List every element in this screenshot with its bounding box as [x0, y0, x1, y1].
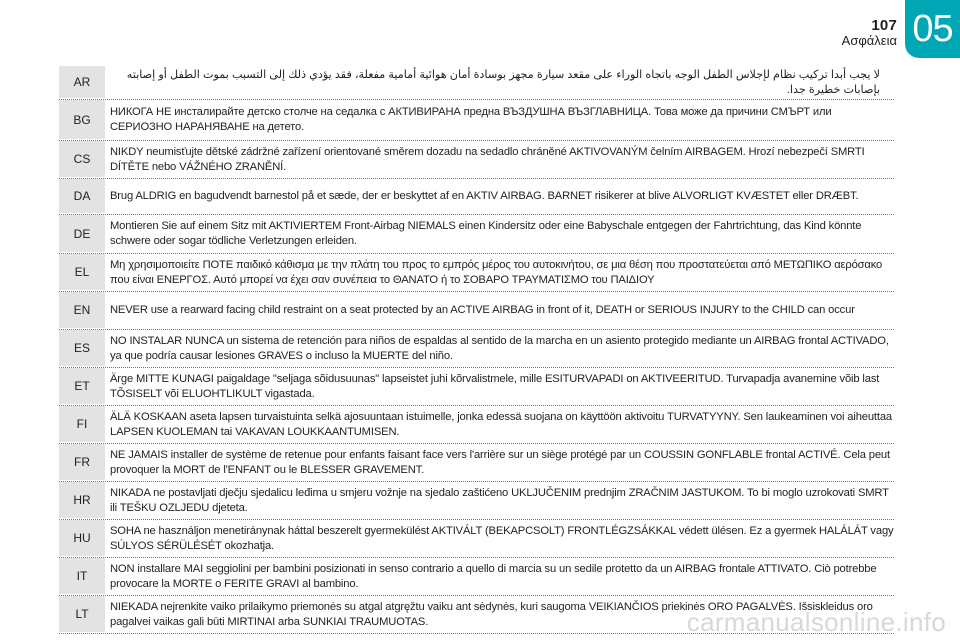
section-title: Ασφάλεια: [841, 33, 897, 48]
warning-text: SOHA ne használjon menetiránynak háttal beszerelt gyermekülést AKTIVÁLT (BEKAPCSOLT) FRONTLÉGZSÁKKAL védett ülésen. Ez a gyermek HALÁLÁT vagy SÚLYOS SÉRÜLÉSÉT okozhatja.: [110, 524, 894, 552]
warning-row: [59, 141, 894, 179]
warning-text: NIKADA ne postavljati dječju sjedalicu leđima u smjeru vožnje na sjedalo zaštićeno UKLJUČENIM prednjim ZRAČNIM JASTUKOM. To bi moglo uzrokovati SMRT ili TEŠKU OZLJEDU djeteta.: [110, 486, 889, 514]
warning-text: Μη χρησιμοποιείτε ΠΟΤΕ παιδικό κάθισμα με την πλάτη του προς το εμπρός μέρος του αυτοκινήτου, σε μια θέση που προστατεύεται από ΜΕΤΩΠΙΚΟ αερόσακο που είναι ΕΝΕΡΓΟΣ. Αυτό μπορεί να έχει σαν συνέπεια το ΘΑΝΑΤΟ ή το ΣΟΒΑΡΟ ΤΡΑΥΜΑΤΙΣΜΟ του ΠΑΙΔΙΟΥ: [110, 258, 883, 286]
language-code: AR: [59, 66, 105, 99]
warning-row: [59, 406, 894, 444]
warning-text: NON installare MAI seggiolini per bambini posizionati in senso contrario a quello di marcia su un sedile protetto da un AIRBAG frontale ATTIVATO. Ciò potrebbe provocare la MORTE o FERITE GRAVI al bambino.: [110, 562, 877, 590]
warning-text: NIEKADA nejrenkite vaiko prilaikymo priemonės su atgal atgręžtu vaiku ant sėdynės, kuri saugoma VEIKIANČIOS priekinės ORO PAGALVĖS. Išsiskleidus oro pagalvei vaikas gali būti MIRTINAI arba SUNKIAI TRAUMUOTAS.: [110, 600, 873, 628]
warning-row: [59, 368, 894, 406]
language-code: FR: [59, 444, 105, 481]
watermark: carmanualsonline.info: [686, 607, 946, 637]
warning-text: НИКОГА НЕ инсталирайте детско столче на седалка с АКТИВИРАНА предна ВЪЗДУШНА ВЪЗГЛАВНИЦА. Това може да причини СМЪРТ или СЕРИОЗНО НАРАНЯВАНЕ на детето.: [110, 106, 832, 133]
language-code: LT: [59, 596, 105, 633]
warning-row: [59, 292, 894, 330]
language-code: ET: [59, 368, 105, 405]
warning-row: [59, 254, 894, 292]
page-header: [0, 0, 960, 62]
warning-row: [59, 444, 894, 482]
warning-text: Ärge MITTE KUNAGI paigaldage "seljaga sõidusuunas" lapseistet juhi kõrvalistmele, mille ESITURVAPADI on AKTIVEERITUD. Turvapadja avanemine võib last TÕSISELT või ELUOHTLIKULT vigastada.: [110, 372, 880, 400]
language-code: IT: [59, 558, 105, 595]
warning-row: [59, 520, 894, 558]
language-code: FI: [59, 406, 105, 443]
language-code: HU: [59, 520, 105, 557]
language-code: ES: [59, 330, 105, 367]
warning-row: [59, 482, 894, 520]
language-code: CS: [59, 141, 105, 178]
warning-text: لا يجب أبدا تركيب نظام لإجلاس الطفل الوجه باتجاه الوراء على مقعد سيارة مجهز بوسادة أمان هوائية أمامية مفعلة، فقد يؤدي ذلك إلى التسبب بموت الطفل أو إصابته بإصابات خطيرة جدا.: [126, 68, 880, 96]
page-number: 107: [871, 17, 897, 34]
warning-row: [59, 179, 894, 215]
warning-text: NIKDY neumisťujte dětské zádržné zařízení orientované směrem dozadu na sedadlo chráněné AKTIVOVANÝM čelním AIRBAGEM. Hrozí nebezpečí SMRTI DÍTĚTE nebo VÁŽNÉHO ZRANĚNÍ.: [110, 145, 865, 173]
warning-text: NO INSTALAR NUNCA un sistema de retención para niños de espaldas al sentido de la marcha en un asiento protegido mediante un AIRBAG frontal ACTIVADO, ya que podría causar lesiones GRAVES o incluso la MUERTE del niño.: [110, 334, 889, 362]
language-code: EN: [59, 292, 105, 329]
warning-row: [59, 330, 894, 368]
chapter-tab: 05: [905, 0, 960, 58]
warning-text: ÄLÄ KOSKAAN aseta lapsen turvaistuinta selkä ajosuuntaan istuimelle, jonka edessä suojana on käyttöön aktivoitu TURVATYYNY. Sen laukeaminen voi aiheuttaa LAPSEN KUOLEMAN tai VAKAVAN LOUKKAANTUMISEN.: [110, 410, 892, 438]
warning-text: NEVER use a rearward facing child restraint on a seat protected by an ACTIVE AIRBAG in front of it, DEATH or SERIOUS INJURY to the CHILD can occur: [110, 304, 855, 316]
warning-text: Montieren Sie auf einem Sitz mit AKTIVIERTEM Front-Airbag NIEMALS einen Kindersitz oder eine Babyschale entgegen der Fahrtrichtung, das Kind könnte schwere oder sogar tödliche Verletzungen erleiden.: [110, 220, 862, 247]
warning-row: [59, 100, 894, 141]
language-code: EL: [59, 254, 105, 291]
warning-row: [59, 66, 894, 100]
language-code: HR: [59, 482, 105, 519]
language-code: DA: [59, 179, 105, 214]
language-code: DE: [59, 215, 105, 253]
warning-text: NE JAMAIS installer de système de retenue pour enfants faisant face vers l'arrière sur un siège protégé par un COUSSIN GONFLABLE frontal ACTIVÉ. Cela peut provoquer la MORT de l'ENFANT ou le BLESSER GRAVEMENT.: [110, 448, 890, 476]
warning-row: [59, 558, 894, 596]
warning-row: [59, 215, 894, 254]
warning-text: Brug ALDRIG en bagudvendt barnestol på et sæde, der er beskyttet af en AKTIV AIRBAG. BARNET risikerer at blive ALVORLIGT KVÆSTET eller DRÆBT.: [110, 190, 859, 202]
warning-table: [59, 66, 894, 634]
language-code: BG: [59, 100, 105, 140]
